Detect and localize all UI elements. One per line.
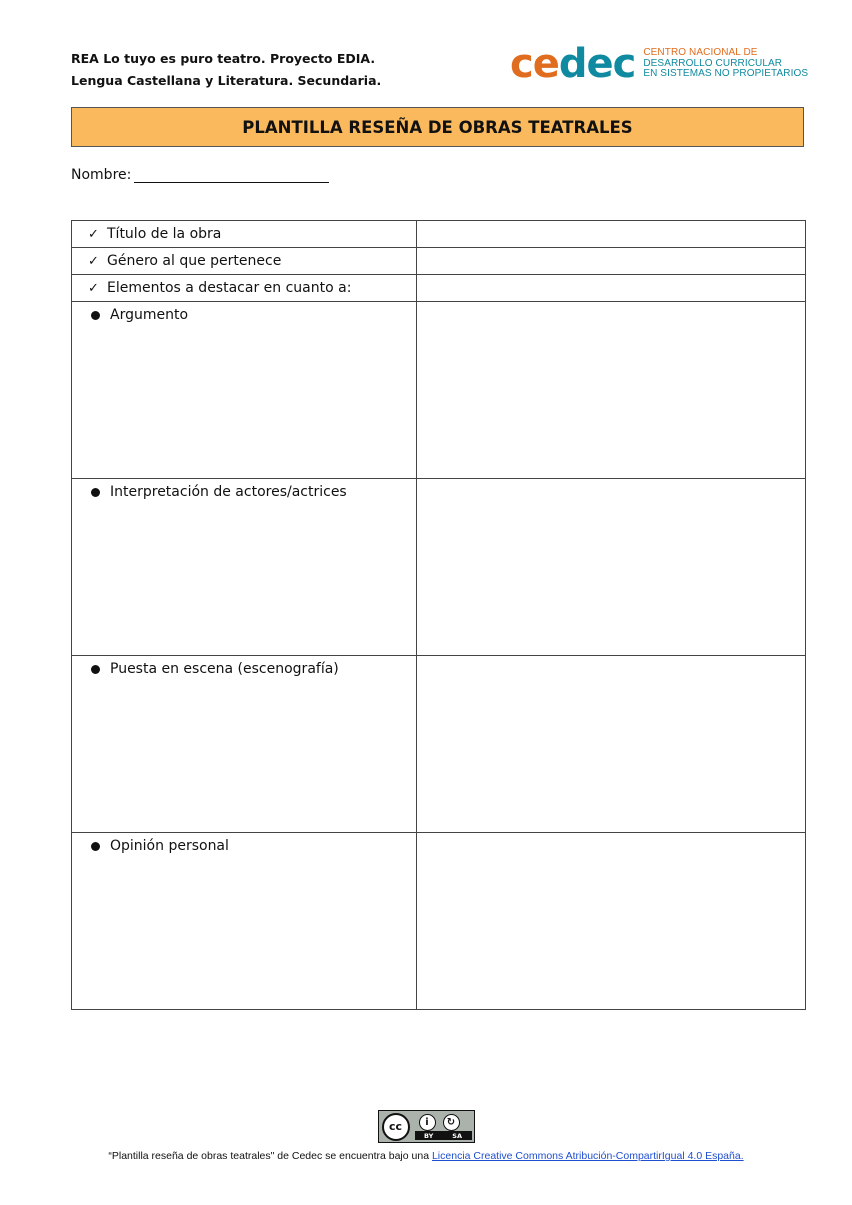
answer-cell-opinion[interactable] <box>417 833 806 1010</box>
table-row <box>72 302 806 479</box>
table-row <box>72 479 806 656</box>
row-label-titulo: Título de la obra <box>107 226 222 242</box>
answer-cell-puesta[interactable] <box>417 656 806 833</box>
cc-icon: cc <box>382 1113 410 1141</box>
license-footer <box>0 1110 852 1162</box>
logo-sub-line-3: EN SISTEMAS NO PROPIETARIOS <box>643 68 809 80</box>
table-row <box>72 833 806 1010</box>
table-row <box>72 248 806 275</box>
header-line-2: Lengua Castellana y Literatura. Secundaria. <box>71 73 382 88</box>
row-label-opinion: Opinión personal <box>110 838 229 854</box>
name-field <box>71 165 329 183</box>
page-title: PLANTILLA RESEÑA DE OBRAS TEATRALES <box>71 107 804 147</box>
checkmark-icon: ✓ <box>88 280 99 296</box>
answer-cell-interpretacion[interactable] <box>417 479 806 656</box>
answer-cell-elementos[interactable] <box>417 275 806 302</box>
logo-sub-line-1: CENTRO NACIONAL DE <box>643 47 758 59</box>
bullet-icon <box>91 842 100 851</box>
row-label-cell <box>72 221 417 248</box>
share-alike-icon: ↻ <box>443 1114 460 1131</box>
answer-cell-argumento[interactable] <box>417 302 806 479</box>
row-label-genero: Género al que pertenece <box>107 253 282 269</box>
table-row <box>72 656 806 833</box>
checkmark-icon: ✓ <box>88 226 99 242</box>
badge-labels <box>415 1131 472 1140</box>
row-label-cell <box>72 656 417 833</box>
name-label: Nombre: <box>71 167 132 183</box>
license-text: “Plantilla reseña de obras teatrales" de Cedec se encuentra bajo una <box>108 1150 430 1162</box>
row-label-cell <box>72 248 417 275</box>
row-label-puesta: Puesta en escena (escenografía) <box>110 661 339 677</box>
bullet-icon <box>91 488 100 497</box>
logo-sub-line-2: DESARROLLO CURRICULAR <box>643 57 783 69</box>
cedec-logo <box>510 42 808 86</box>
logo-word-part2: dec <box>558 41 636 87</box>
document-header <box>71 48 381 92</box>
cc-license-badge[interactable] <box>378 1110 475 1143</box>
row-label-cell <box>72 275 417 302</box>
license-text-line <box>0 1150 852 1162</box>
row-label-elementos: Elementos a destacar en cuanto a: <box>107 280 352 296</box>
row-label-interpretacion: Interpretación de actores/actrices <box>110 484 347 500</box>
header-line-1: REA Lo tuyo es puro teatro. Proyecto EDIA. <box>71 51 376 66</box>
row-label-argumento: Argumento <box>110 307 189 323</box>
answer-cell-titulo[interactable] <box>417 221 806 248</box>
license-link[interactable]: Licencia Creative Commons Atribución-CompartirIgual 4.0 España. <box>431 1150 744 1162</box>
logo-subtitle <box>643 48 808 80</box>
bullet-icon <box>91 311 100 320</box>
attribution-icon: i <box>419 1114 436 1131</box>
table-row <box>72 275 806 302</box>
badge-by-label: BY <box>423 1131 434 1140</box>
checkmark-icon: ✓ <box>88 253 99 269</box>
review-table <box>71 220 806 1010</box>
badge-sa-label: SA <box>452 1131 462 1140</box>
name-input-line[interactable] <box>134 165 329 183</box>
row-label-cell <box>72 302 417 479</box>
answer-cell-genero[interactable] <box>417 248 806 275</box>
row-label-cell <box>72 833 417 1010</box>
table-row <box>72 221 806 248</box>
logo-wordmark <box>510 42 635 86</box>
logo-word-part1: ce <box>510 41 559 87</box>
bullet-icon <box>91 665 100 674</box>
row-label-cell <box>72 479 417 656</box>
